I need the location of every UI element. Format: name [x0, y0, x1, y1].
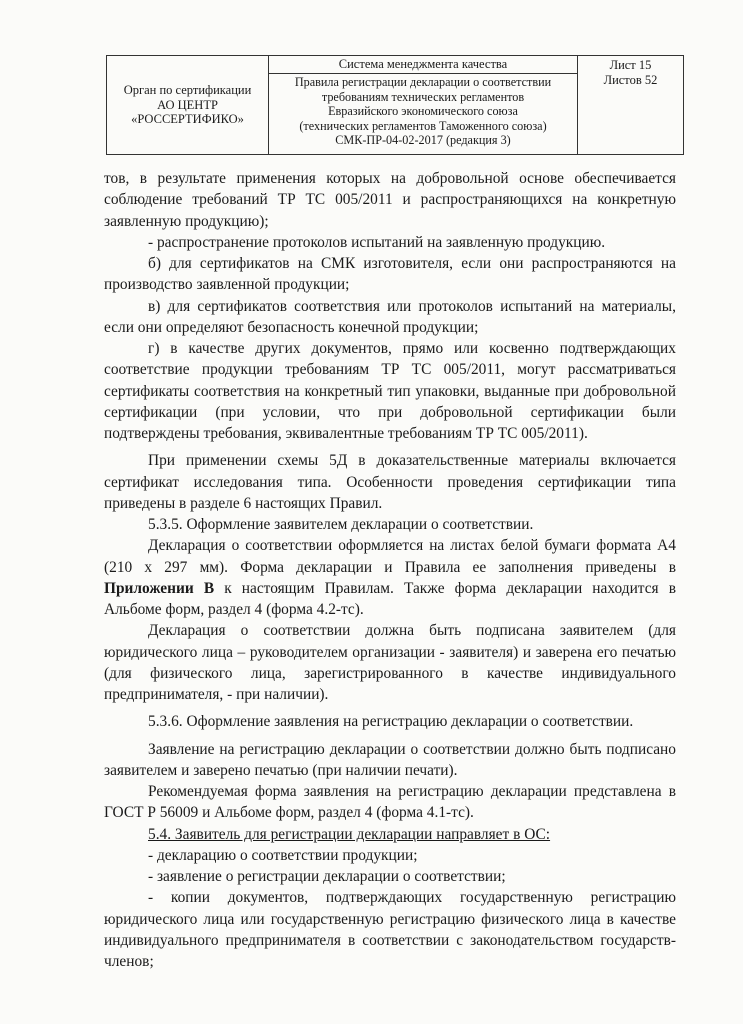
- org-name-line2: АО ЦЕНТР: [157, 97, 218, 112]
- paragraph: Декларация о соответствии должна быть подписана заявителем (для юридического лица – руководителем организации - заявителя) и заверена его печатью (для физического лица, зарегистрированного в качестве индивидуального предпринимателя, - при наличии).: [104, 622, 676, 703]
- appendix-reference: Приложении В: [104, 579, 215, 597]
- doc-title-line2: требованиям технических регламентов: [321, 89, 525, 104]
- text-run: Декларация о соответствии оформляется на листах белой бумаги формата А4 (210 х 297 мм). Форма декларации и Правила ее заполнения приведены в: [104, 537, 676, 576]
- section-heading-5-4: [104, 824, 676, 845]
- section-heading-5-3-6: 5.3.6. Оформление заявления на регистрацию декларации о соответствии.: [148, 713, 634, 731]
- list-item: - заявление о регистрации декларации о соответствии;: [148, 868, 506, 885]
- underlined-heading: 5.4. Заявитель для регистрации декларации направляет в ОС:: [148, 825, 551, 843]
- text-run: к настоящим Правилам. Также форма декларации находится в Альбоме форм, раздел 4 (форма 4.2-тс).: [104, 579, 676, 618]
- paragraph: Рекомендуемая форма заявления на регистрацию декларации представлена в ГОСТ Р 56009 и Альбоме форм, раздел 4 (форма 4.1-тс).: [104, 783, 676, 822]
- paragraph: [104, 535, 676, 620]
- doc-title-line4: (технических регламентов Таможенного союза): [299, 118, 547, 133]
- header-table: [106, 55, 684, 155]
- paragraph: Заявление на регистрацию декларации о соответствии должно быть подписано заявителем и заверено печатью (при наличии печати).: [104, 740, 676, 779]
- list-item: - распространение протоколов испытаний на заявленную продукцию.: [148, 233, 606, 251]
- doc-code: СМК-ПР-04-02-2017 (редакция 3): [335, 133, 511, 147]
- paragraph-continuation: тов, в результате применения которых на добровольной основе обеспечивается соблюдение требований ТР ТС 005/2011 и распространяющихся на конкретную заявленную продукцию);: [104, 170, 676, 230]
- organization-cell: [107, 56, 269, 154]
- list-item: - копии документов, подтверждающих государственную регистрацию юридического лица или государственную регистрацию физического лица в качестве индивидуального предпринимателя в соответствии с законодательством государств-членов;: [104, 889, 676, 970]
- org-name-line3: «РОССЕРТИФИКО»: [131, 112, 244, 127]
- system-title: Система менеджмента качества: [269, 56, 577, 74]
- doc-title-line1: Правила регистрации декларации о соответствии: [294, 75, 552, 89]
- sheets-total: Листов 52: [603, 73, 658, 87]
- paragraph: При применении схемы 5Д в доказательственные материалы включается сертификат исследования типа. Особенности проведения сертификации типа приведены в разделе 6 настоящих Правил.: [104, 452, 676, 512]
- list-item: б) для сертификатов на СМК изготовителя, если они распространяются на производство заявленной продукции;: [104, 255, 676, 294]
- sheet-info-cell: [578, 56, 683, 154]
- document-title: [269, 74, 577, 148]
- list-item: - декларацию о соответствии продукции;: [148, 846, 418, 864]
- document-body: [104, 168, 676, 972]
- org-name-line1: Орган по сертификации: [123, 83, 252, 98]
- list-item: в) для сертификатов соответствия или протоколов испытаний на материалы, если они определяют безопасность конечной продукции;: [104, 297, 676, 336]
- section-heading-5-3-5: 5.3.5. Оформление заявителем декларации о соответствии.: [148, 516, 534, 533]
- doc-title-line3: Евразийского экономического союза: [328, 104, 518, 118]
- document-title-cell: [269, 56, 578, 154]
- sheet-number: Лист 15: [609, 58, 652, 72]
- list-item: г) в качестве других документов, прямо или косвенно подтверждающих соответствие продукции требованиям ТР ТС 005/2011, могут рассматриваться сертификаты соответствия на конкретный тип упаковки, выданные при добровольной сертификации (при условии, что при добровольной сертификации были подтверждены требования, эквивалентные требованиям ТР ТС 005/2011).: [104, 340, 676, 442]
